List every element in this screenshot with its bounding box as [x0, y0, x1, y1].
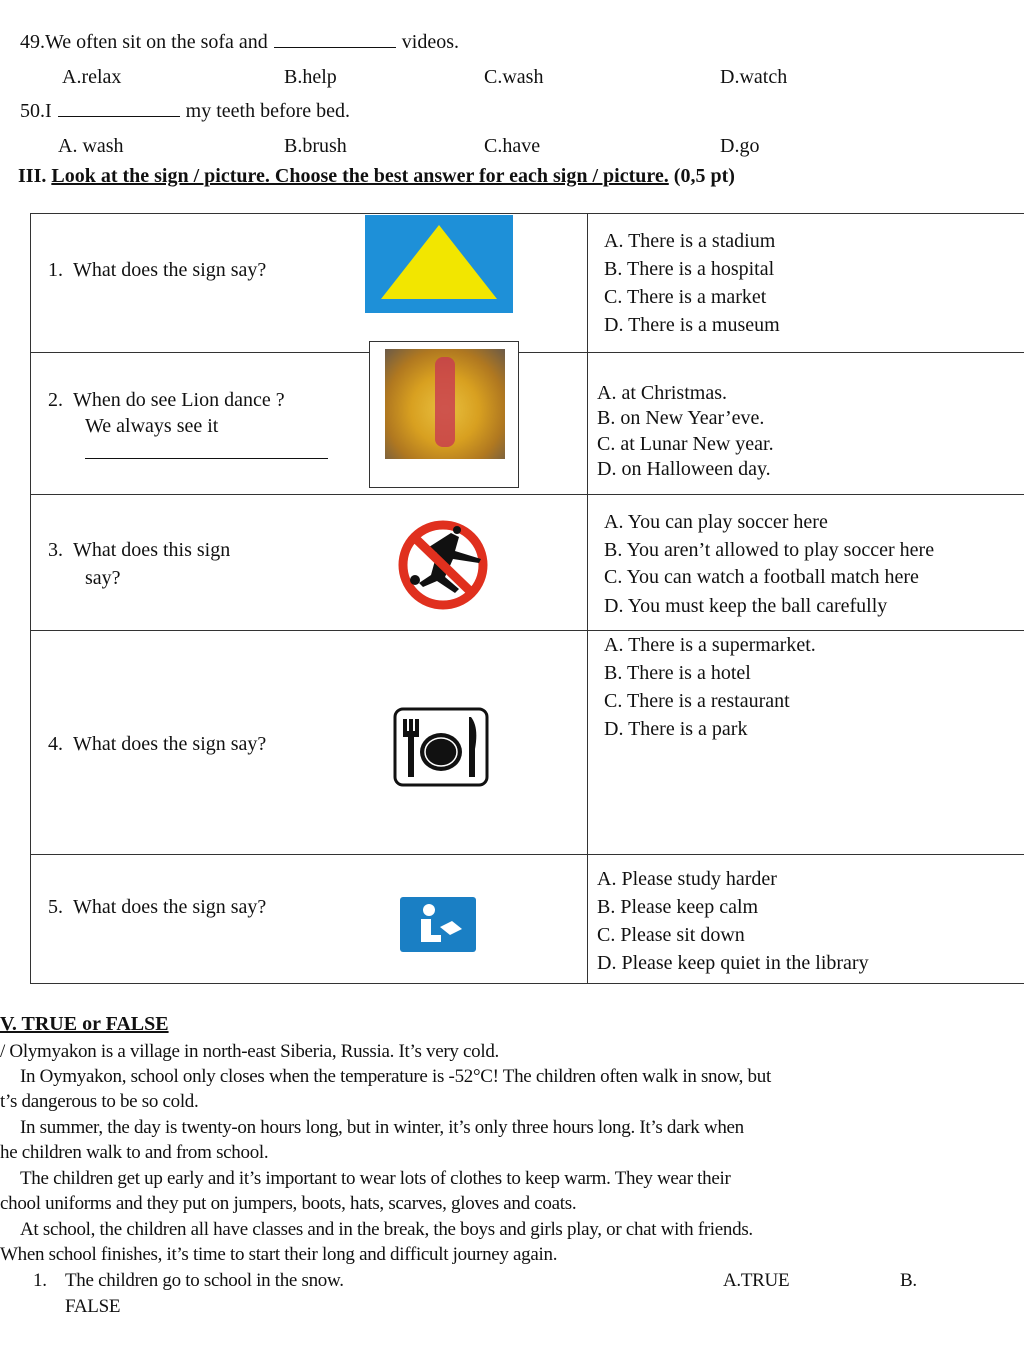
question-3	[48, 540, 230, 560]
question-number: 1.	[48, 259, 63, 281]
question-text: What does the sign say?	[73, 733, 267, 755]
q50-option-b[interactable]: B.brush	[284, 135, 347, 157]
q50-text: 50.I	[20, 100, 52, 122]
question-text: What does the sign say?	[73, 259, 267, 281]
q3-option-d[interactable]: D. You must keep the ball carefully	[604, 595, 888, 617]
q5-option-a[interactable]: A. Please study harder	[597, 868, 777, 890]
tf-option-false-letter[interactable]: B.	[900, 1270, 917, 1291]
question-number: 4.	[48, 733, 63, 755]
question-number: 3.	[48, 539, 63, 561]
row-divider	[30, 854, 1024, 855]
q49-option-d[interactable]: D.watch	[720, 66, 788, 88]
answer-blank[interactable]	[85, 458, 328, 459]
q1-option-c[interactable]: C. There is a market	[604, 286, 767, 308]
passage-line: / Olymyakon is a village in north-east Siberia, Russia. It’s very cold.	[0, 1041, 499, 1062]
q4-option-d[interactable]: D. There is a park	[604, 718, 748, 740]
column-divider	[587, 213, 588, 984]
q49-text: 49.We often sit on the sofa and	[20, 31, 268, 53]
q3-option-c[interactable]: C. You can watch a football match here	[604, 566, 919, 588]
q50-option-a[interactable]: A. wash	[58, 135, 124, 157]
passage-line: In Oymyakon, school only closes when the temperature is -52°C! The children often walk in snow, but	[20, 1066, 771, 1087]
q2-option-c[interactable]: C. at Lunar New year.	[597, 433, 774, 455]
lion-dance-photo	[385, 349, 505, 459]
library-info-sign-icon	[400, 897, 476, 952]
restaurant-sign-icon	[393, 707, 489, 793]
q5-option-c[interactable]: C. Please sit down	[597, 924, 745, 946]
q3-option-a[interactable]: A. You can play soccer here	[604, 511, 828, 533]
row-divider	[30, 630, 1024, 631]
q4-option-a[interactable]: A. There is a supermarket.	[604, 634, 816, 656]
section-number: III.	[18, 165, 47, 187]
question-2	[48, 390, 285, 410]
question-49	[20, 32, 459, 52]
answer-blank[interactable]	[58, 102, 180, 117]
question-text: When do see Lion dance ?	[73, 389, 285, 411]
section-5-heading: V. TRUE or FALSE	[0, 1013, 169, 1035]
section-3-heading	[18, 166, 735, 186]
q50-text-after: my teeth before bed.	[185, 100, 351, 122]
q49-option-c[interactable]: C.wash	[484, 66, 544, 88]
q2-option-d[interactable]: D. on Halloween day.	[597, 458, 771, 480]
question-50	[20, 101, 350, 121]
q49-text-after: videos.	[401, 31, 459, 53]
tf-item-text: The children go to school in the snow.	[65, 1270, 344, 1291]
row-divider	[30, 494, 1024, 495]
q50-option-c[interactable]: C.have	[484, 135, 541, 157]
q49-option-a[interactable]: A.relax	[62, 66, 122, 88]
question-text: What does this sign	[73, 539, 231, 561]
answer-blank[interactable]	[274, 33, 396, 48]
q1-option-b[interactable]: B. There is a hospital	[604, 258, 775, 280]
passage-line: t’s dangerous to be so cold.	[0, 1091, 199, 1112]
question-text-line2: say?	[85, 567, 121, 589]
question-5	[48, 897, 266, 917]
question-number: 2.	[48, 389, 63, 411]
question-number: 5.	[48, 896, 63, 918]
passage-line: The children get up early and it’s important to wear lots of clothes to keep warm. They wear their	[20, 1168, 731, 1189]
passage-line: he children walk to and from school.	[0, 1142, 269, 1163]
q50-option-d[interactable]: D.go	[720, 135, 760, 157]
q2-option-b[interactable]: B. on New Year’eve.	[597, 407, 765, 429]
tf-item-number: 1.	[33, 1270, 47, 1291]
question-1	[48, 260, 266, 280]
q1-option-a[interactable]: A. There is a stadium	[604, 230, 776, 252]
q5-option-b[interactable]: B. Please keep calm	[597, 896, 759, 918]
passage-line: chool uniforms and they put on jumpers, boots, hats, scarves, gloves and coats.	[0, 1193, 577, 1214]
q4-option-b[interactable]: B. There is a hotel	[604, 662, 751, 684]
passage-line: In summer, the day is twenty-on hours long, but in winter, it’s only three hours long. It’s dark when	[20, 1117, 744, 1138]
no-soccer-sign-icon	[395, 518, 491, 618]
section-title: Look at the sign / picture. Choose the best answer for each sign / picture.	[51, 165, 669, 187]
section-points: (0,5 pt)	[673, 165, 735, 187]
tf-option-true[interactable]: A.TRUE	[723, 1270, 790, 1291]
tf-option-false[interactable]: FALSE	[65, 1296, 121, 1317]
question-4	[48, 734, 266, 754]
q2-option-a[interactable]: A. at Christmas.	[597, 382, 727, 404]
question-text-line2: We always see it	[85, 415, 219, 437]
passage-line: When school finishes, it’s time to start their long and difficult journey again.	[0, 1244, 558, 1265]
q49-option-b[interactable]: B.help	[284, 66, 337, 88]
q3-option-b[interactable]: B. You aren’t allowed to play soccer here	[604, 539, 935, 561]
question-text: What does the sign say?	[73, 896, 267, 918]
passage-line: At school, the children all have classes and in the break, the boys and girls play, or chat with friends.	[20, 1219, 753, 1240]
q5-option-d[interactable]: D. Please keep quiet in the library	[597, 952, 869, 974]
q4-option-c[interactable]: C. There is a restaurant	[604, 690, 790, 712]
lion-dance-photo-frame	[369, 341, 519, 488]
row-divider	[30, 352, 1024, 353]
q1-option-d[interactable]: D. There is a museum	[604, 314, 780, 336]
yellow-triangle-sign-icon	[365, 215, 513, 313]
